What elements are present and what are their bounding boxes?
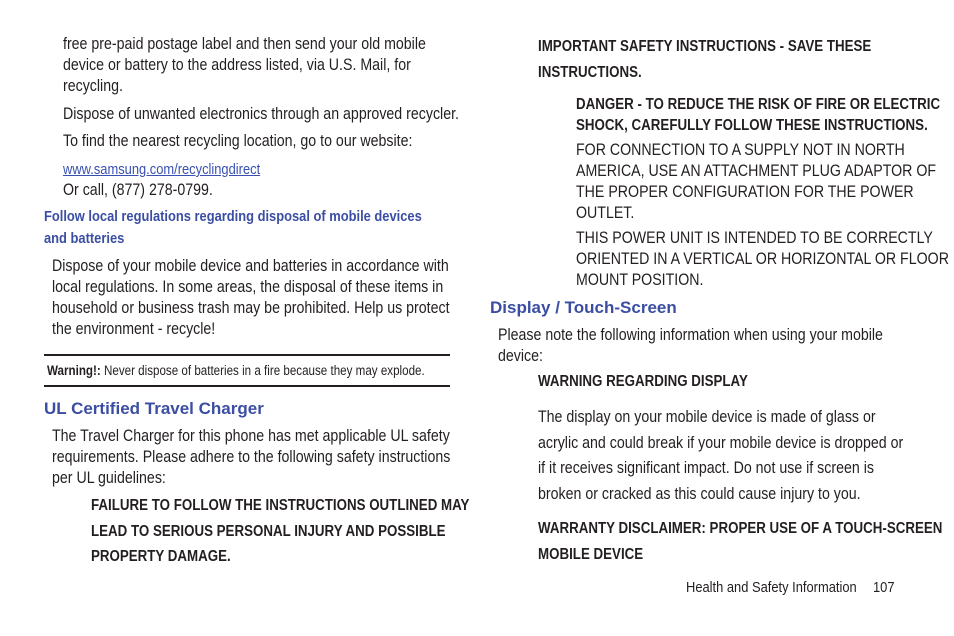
warning-display-heading [538, 372, 782, 392]
text-line: the environment - recycle! [52, 320, 216, 338]
section-heading: UL Certified Travel Charger [44, 399, 264, 418]
warning-label: Warning!: [47, 363, 101, 378]
text-line: household or business trash may be prohibited. Help us protect [52, 299, 450, 317]
text-line: per UL guidelines: [52, 469, 166, 487]
ul-body [52, 426, 515, 489]
warning-bottom-rule [44, 385, 450, 387]
failure-warning [91, 493, 531, 570]
warranty-disclaimer [538, 516, 954, 567]
heading-line: Follow local regulations regarding disposal of mobile devices [44, 208, 422, 225]
text-line: SHOCK, CAREFULLY FOLLOW THESE INSTRUCTIONS. [576, 117, 928, 134]
footer-section-title: Health and Safety Information [686, 579, 857, 596]
section-heading: Display / Touch-Screen [490, 298, 677, 317]
text-line: WARNING REGARDING DISPLAY [538, 373, 748, 390]
text-line: if it receives significant impact. Do not use if screen is [538, 459, 874, 477]
text-line: MOUNT POSITION. [576, 271, 704, 289]
text-line: The Travel Charger for this phone has met applicable UL safety [52, 427, 450, 445]
find-paragraph [63, 131, 469, 152]
local-regulations-body [52, 256, 514, 340]
text-line: Dispose of your mobile device and batteries in accordance with [52, 257, 449, 275]
text-line: Dispose of unwanted electronics through an approved recycler. [63, 105, 459, 123]
page-number: 107 [873, 579, 895, 596]
connection-paragraph [576, 140, 954, 224]
call-text: Or call, (877) 278-0799. [63, 181, 213, 199]
text-line: PROPERTY DAMAGE. [91, 548, 231, 565]
text-line: IMPORTANT SAFETY INSTRUCTIONS - SAVE THESE [538, 38, 872, 55]
text-line: THIS POWER UNIT IS INTENDED TO BE CORRECTLY [576, 229, 933, 247]
text-line: acrylic and could break if your mobile device is dropped or [538, 433, 904, 452]
ul-charger-heading [44, 398, 264, 420]
text-line: Please note the following information when using your mobile [498, 326, 883, 344]
warning-top-rule [44, 354, 450, 356]
warning-note [47, 362, 486, 380]
text-line: device or battery to the address listed, via U.S. Mail, for [63, 56, 411, 74]
text-line: To find the nearest recycling location, go to our website: [63, 132, 413, 150]
text-line: LEAD TO SERIOUS PERSONAL INJURY AND POSSIBLE [91, 522, 446, 540]
text-line: AMERICA, USE AN ATTACHMENT PLUG ADAPTOR OF [576, 162, 937, 180]
text-line: WARRANTY DISCLAIMER: PROPER USE OF A TOUCH-SCREEN [538, 520, 943, 537]
text-line: DANGER - TO REDUCE THE RISK OF FIRE OR ELECTRIC [576, 96, 941, 113]
power-unit-paragraph [576, 228, 954, 291]
text-line: recycling. [63, 77, 123, 95]
intro-paragraph [63, 34, 485, 97]
recycling-link[interactable]: www.samsung.com/recyclingdirect [63, 161, 261, 178]
text-line: local regulations. In some areas, the disposal of these items in [52, 278, 444, 296]
text-line: THE PROPER CONFIGURATION FOR THE POWER [576, 183, 914, 201]
text-line: MOBILE DEVICE [538, 545, 644, 563]
heading-line: and batteries [44, 230, 125, 247]
text-line: free pre-paid postage label and then send your old mobile [63, 35, 426, 53]
local-regulations-heading [44, 206, 483, 250]
dispose-paragraph [63, 104, 523, 125]
text-line: requirements. Please adhere to the following safety instructions [52, 448, 451, 466]
danger-instructions [576, 94, 954, 136]
display-body [538, 405, 954, 507]
text-line: The display on your mobile device is made of glass or [538, 408, 876, 426]
display-heading [490, 297, 677, 319]
text-line: FAILURE TO FOLLOW THE INSTRUCTIONS OUTLINED MAY [91, 497, 470, 514]
text-line: ORIENTED IN A VERTICAL OR HORIZONTAL OR FLOOR [576, 250, 949, 268]
warning-text: Never dispose of batteries in a fire because they may explode. [103, 363, 425, 378]
text-line: OUTLET. [576, 204, 635, 222]
text-line: INSTRUCTIONS. [538, 64, 642, 81]
text-line: FOR CONNECTION TO A SUPPLY NOT IN NORTH [576, 141, 905, 159]
text-line: device: [498, 347, 543, 365]
recycling-link-block [63, 159, 292, 201]
display-intro [498, 325, 946, 367]
important-instructions [538, 34, 926, 86]
text-line: broken or cracked as this could cause injury to you. [538, 484, 861, 503]
